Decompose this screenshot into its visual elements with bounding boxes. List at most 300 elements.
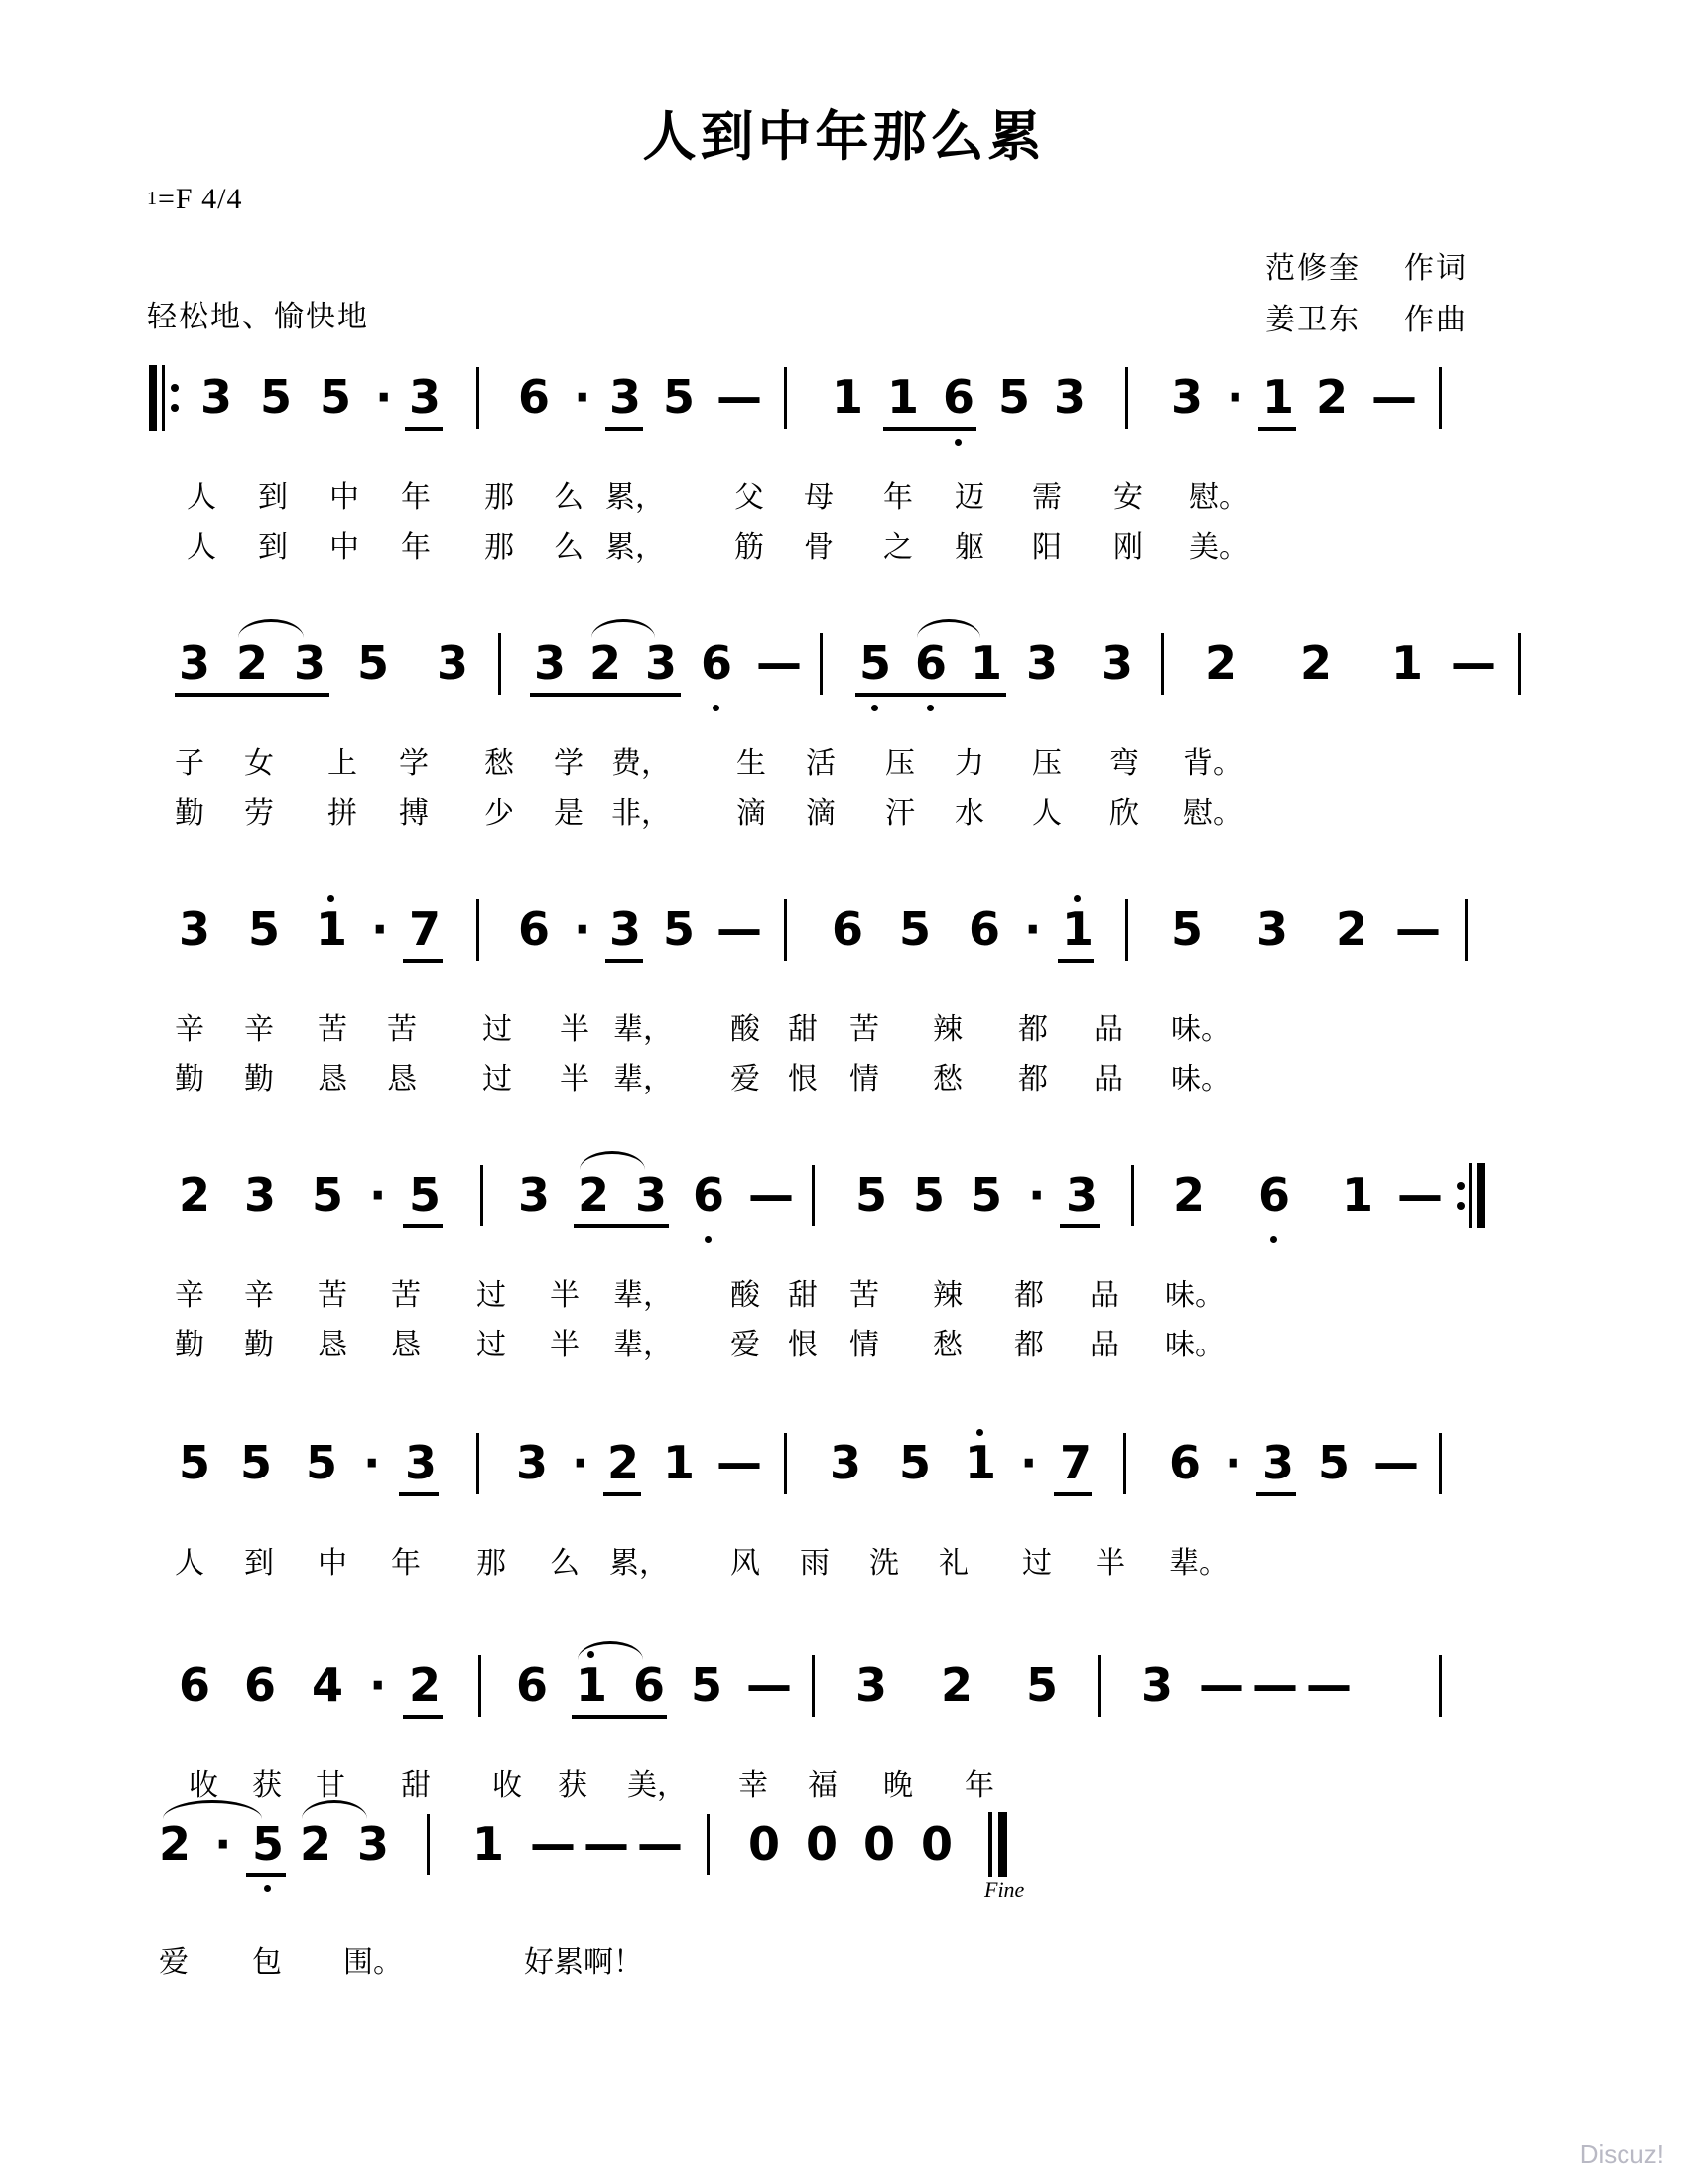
lyric-syllable: 爱 [730,1062,760,1096]
beam-underbar [1256,1492,1296,1496]
barline [1465,899,1468,961]
lyric-syllable: 获 [252,1768,282,1803]
lyric-syllable: 品 [1090,1278,1119,1313]
barline [812,1655,815,1717]
lyric-syllable: 恨 [788,1328,818,1362]
note: 6 [832,902,864,956]
lyric-syllable: 少 [484,796,514,831]
note: 3 [609,902,642,956]
dotted-rhythm-dot: · [369,1658,387,1712]
note: 6 [518,902,551,956]
note: 3 [437,636,469,690]
lyric-syllable: 苦 [849,1012,879,1047]
slur-arc [580,1151,645,1170]
lyric-syllable: 品 [1094,1062,1123,1096]
note: 6 [179,1658,211,1712]
note: 3 [1262,1436,1295,1489]
beam-underbar [605,427,643,431]
lyric-syllable: 欣 [1109,796,1139,831]
lyric-syllable: 甜 [788,1012,818,1047]
lyric-syllable: 慰。 [1183,796,1242,831]
note: 2 [578,1168,610,1221]
beam-underbar [399,1492,439,1496]
note: 2 [1300,636,1333,690]
lyric-syllable: 品 [1094,1012,1123,1047]
lyric-row-1 [149,1943,1538,1989]
note: 2 [236,636,269,690]
note-row [149,1657,1538,1742]
lyric-syllable: 活 [806,746,836,781]
barline [1439,367,1442,429]
dotted-rhythm-dot: · [363,1436,381,1489]
lyric-syllable: 半 [560,1012,589,1047]
lyric-row-1 [149,1544,1538,1590]
lyric-syllable: 力 [955,746,984,781]
lyric-syllable: 雨 [800,1546,830,1581]
low-octave-dot [713,705,719,711]
note: 5 [1318,1436,1351,1489]
slur-arc [578,1641,643,1660]
lyric-syllable: 过 [482,1062,512,1096]
duration-dash: — [716,1436,762,1489]
barline [707,1814,710,1875]
lyric-syllable: 味。 [1165,1328,1225,1362]
lyric-syllable: 情 [849,1062,879,1096]
duration-dash: — [1397,1168,1443,1221]
beam-underbar [603,1492,641,1496]
lyric-row-1 [149,1276,1538,1322]
barline [1125,367,1128,429]
note: 1 [316,902,348,956]
lyric-syllable: 慰。 [1189,480,1248,515]
note: 2 [1336,902,1368,956]
beam-underbar [403,1715,443,1719]
lyric-syllable: 围。 [343,1945,403,1980]
low-octave-dot [264,1885,271,1892]
duration-dash: — [716,370,762,424]
note: 6 [244,1658,277,1712]
lyric-syllable: 好累啊！ [524,1945,643,1980]
note-row [149,901,1538,986]
note: 5 [1026,1658,1059,1712]
lyric-syllable: 安 [1113,480,1143,515]
lyric-syllable: 收 [189,1768,218,1803]
duration-dash: — [748,1168,794,1221]
duration-dash: — [530,1817,576,1870]
lyric-row-2 [149,794,1538,839]
rest-note: 0 [921,1817,954,1870]
note: 3 [645,636,678,690]
lyric-syllable: 品 [1090,1328,1119,1362]
lyric-syllable: 那 [476,1546,506,1581]
lyric-syllable: 美。 [1189,530,1248,565]
barline [1098,1655,1101,1717]
lyric-syllable: 爱 [730,1328,760,1362]
note: 3 [357,1817,390,1870]
lyric-row-2 [149,528,1538,574]
barline [427,1814,430,1875]
note: 5 [691,1658,723,1712]
lyric-syllable: 么 [554,480,584,515]
tempo-mood-marking: 轻松地、愉快地 [147,300,369,334]
lyric-syllable: 母 [804,480,834,515]
beam-underbar [883,427,976,431]
note: 5 [913,1168,946,1221]
lyric-syllable: 勤 [175,796,204,831]
note: 1 [832,370,864,424]
note: 2 [300,1817,332,1870]
lyric-syllable: 那 [484,480,514,515]
lyric-syllable: 到 [258,480,288,515]
lyric-syllable: 辈， [613,1328,673,1362]
beam-underbar [175,693,329,697]
beam-underbar [574,1224,669,1228]
high-octave-dot [976,1429,983,1436]
duration-dash: — [1451,636,1496,690]
lyric-syllable: 半 [550,1328,580,1362]
note: 5 [998,370,1031,424]
lyric-syllable: 情 [849,1328,879,1362]
lyric-syllable: 筋 [734,530,764,565]
lyric-syllable: 刚 [1113,530,1143,565]
duration-dash: — [1373,1436,1419,1489]
note: 3 [294,636,326,690]
dotted-rhythm-dot: · [214,1817,232,1870]
lyric-syllable: 辈， [613,1278,673,1313]
music-system-5 [149,1435,1538,1590]
note: 6 [633,1658,666,1712]
lyric-syllable: 辈， [613,1062,673,1096]
note: 6 [969,902,1001,956]
lyric-syllable: 女 [244,746,274,781]
lyric-syllable: 甜 [401,1768,431,1803]
lyric-syllable: 人 [175,1546,204,1581]
note: 3 [830,1436,862,1489]
lyric-syllable: 味。 [1171,1062,1231,1096]
note: 6 [915,636,948,690]
note: 2 [607,1436,640,1489]
lyric-syllable: 累， [605,480,665,515]
lyric-syllable: 年 [391,1546,421,1581]
lyric-syllable: 那 [484,530,514,565]
low-octave-dot [705,1236,712,1243]
lyric-syllable: 辈， [613,1012,673,1047]
lyric-syllable: 背。 [1183,746,1242,781]
lyric-syllable: 苦 [391,1278,421,1313]
composer-role: 作曲 [1404,303,1468,337]
barline [476,1433,479,1494]
note: 5 [260,370,293,424]
barline [1131,1165,1134,1226]
lyric-syllable: 福 [808,1768,838,1803]
note: 5 [855,1168,888,1221]
low-octave-dot [955,439,962,446]
note: 5 [859,636,892,690]
lyric-syllable: 辛 [244,1278,274,1313]
lyric-syllable: 过 [1022,1546,1052,1581]
rest-note: 0 [806,1817,839,1870]
composer-line [1265,295,1468,346]
lyric-syllable: 滴 [806,796,836,831]
slur-arc [591,619,655,638]
dotted-rhythm-dot: · [1227,370,1244,424]
note: 1 [965,1436,997,1489]
lyric-syllable: 勤 [175,1062,204,1096]
note: 3 [1102,636,1134,690]
lyric-syllable: 么 [554,530,584,565]
note: 3 [1066,1168,1099,1221]
lyric-syllable: 洗 [869,1546,899,1581]
lyric-syllable: 辣 [933,1278,963,1313]
note: 5 [899,902,932,956]
lyric-syllable: 酸 [730,1278,760,1313]
note-row [149,369,1538,454]
lyric-syllable: 人 [187,480,216,515]
barline [1518,633,1521,695]
barline [476,367,479,429]
note: 3 [409,370,442,424]
note: 2 [179,1168,211,1221]
duration-dash: — [716,902,762,956]
dotted-rhythm-dot: · [572,1436,589,1489]
dotted-rhythm-dot: · [574,370,591,424]
note: 6 [516,1658,549,1712]
note: 1 [472,1817,505,1870]
note-row [149,1816,1538,1901]
duration-dash: — [584,1817,629,1870]
lyric-syllable: 中 [329,530,359,565]
lyric-syllable: 恳 [318,1062,347,1096]
note: 1 [1391,636,1424,690]
lyric-syllable: 汗 [885,796,915,831]
lyric-syllable: 辈。 [1169,1546,1229,1581]
lyric-syllable: 愁 [933,1328,963,1362]
beam-underbar [605,959,643,963]
lyric-syllable: 苦 [387,1012,417,1047]
barline [820,633,823,695]
lyric-syllable: 恳 [318,1328,347,1362]
lyric-syllable: 过 [476,1278,506,1313]
lyric-syllable: 苦 [318,1278,347,1313]
lyric-syllable: 勤 [244,1062,274,1096]
lyric-syllable: 搏 [399,796,429,831]
lyric-syllable: 半 [550,1278,580,1313]
dotted-rhythm-dot: · [1028,1168,1046,1221]
lyric-syllable: 恳 [391,1328,421,1362]
lyric-syllable: 阳 [1032,530,1062,565]
duration-dash: — [1306,1658,1352,1712]
note: 5 [409,1168,442,1221]
duration-dash: — [1371,370,1417,424]
note-row [149,1167,1538,1252]
lyric-syllable: 人 [187,530,216,565]
lyric-syllable: 弯 [1109,746,1139,781]
lyric-syllable: 拼 [327,796,357,831]
barline [1125,899,1128,961]
low-octave-dot [871,705,878,711]
note: 6 [701,636,733,690]
lyric-syllable: 子 [175,746,204,781]
note: 3 [516,1436,549,1489]
lyric-syllable: 爱 [159,1945,189,1980]
lyric-syllable: 父 [734,480,764,515]
duration-dash: — [746,1658,792,1712]
note: 3 [518,1168,551,1221]
note: 2 [159,1817,192,1870]
rest-note: 0 [863,1817,896,1870]
rest-note: 0 [748,1817,781,1870]
lyric-syllable: 滴 [736,796,766,831]
lyric-syllable: 人 [1032,796,1062,831]
lyric-syllable: 躯 [955,530,984,565]
note: 6 [943,370,975,424]
lyric-syllable: 水 [955,796,984,831]
music-system-7 [149,1816,1538,1989]
barline [476,899,479,961]
barline [812,1165,815,1226]
note: 3 [405,1436,438,1489]
dotted-rhythm-dot: · [369,1168,387,1221]
note: 3 [1026,636,1059,690]
lyric-syllable: 非， [611,796,671,831]
note: 1 [1262,370,1295,424]
note-row [149,1435,1538,1520]
slur-arc [238,619,304,638]
low-octave-dot [1270,1236,1277,1243]
lyricist-role: 作词 [1404,251,1468,286]
note: 3 [1171,370,1204,424]
lyric-syllable: 中 [318,1546,347,1581]
dotted-rhythm-dot: · [1225,1436,1242,1489]
beam-underbar [403,1224,443,1228]
lyric-syllable: 中 [329,480,359,515]
note: 1 [1062,902,1095,956]
lyric-syllable: 骨 [804,530,834,565]
note: 3 [1256,902,1289,956]
lyric-syllable: 么 [550,1546,580,1581]
lyric-syllable: 恳 [387,1062,417,1096]
lyric-syllable: 迈 [955,480,984,515]
note: 3 [635,1168,668,1221]
dotted-rhythm-dot: · [574,902,591,956]
lyric-syllable: 味。 [1171,1012,1231,1047]
duration-dash: — [756,636,802,690]
lyric-syllable: 幸 [738,1768,768,1803]
lyric-row-1 [149,1010,1538,1056]
note: 5 [357,636,390,690]
lyric-syllable: 包 [252,1945,282,1980]
note: 6 [693,1168,725,1221]
note: 3 [179,902,211,956]
note: 2 [1173,1168,1206,1221]
dotted-rhythm-dot: · [371,902,389,956]
lyric-syllable: 需 [1032,480,1062,515]
note: 1 [971,636,1003,690]
watermark: Discuz! [1579,2139,1664,2169]
lyric-syllable: 甘 [316,1768,345,1803]
note: 7 [1060,1436,1093,1489]
lyric-syllable: 累， [609,1546,669,1581]
lyric-syllable: 上 [327,746,357,781]
lyric-syllable: 是 [554,796,584,831]
beam-underbar [246,1873,286,1877]
lyric-syllable: 苦 [849,1278,879,1313]
note: 7 [409,902,442,956]
lyric-syllable: 半 [560,1062,589,1096]
note: 2 [1205,636,1237,690]
beam-underbar [1060,1224,1100,1228]
lyric-syllable: 恨 [788,1062,818,1096]
note: 5 [1171,902,1204,956]
lyric-syllable: 勤 [175,1328,204,1362]
slur-arc [917,619,980,638]
beam-underbar [1054,1492,1092,1496]
note: 3 [855,1658,888,1712]
barline [1439,1433,1442,1494]
lyric-syllable: 甜 [788,1278,818,1313]
composer-name: 姜卫东 [1265,303,1361,337]
lyric-syllable: 年 [883,480,913,515]
lyric-syllable: 学 [399,746,429,781]
lyric-syllable: 年 [965,1768,994,1803]
lyric-syllable: 酸 [730,1012,760,1047]
lyric-syllable: 愁 [933,1062,963,1096]
note: 5 [663,902,696,956]
note: 5 [320,370,352,424]
lyric-syllable: 勤 [244,1328,274,1362]
barline [1439,1655,1442,1717]
beam-underbar [403,959,443,963]
lyric-syllable: 辣 [933,1012,963,1047]
duration-dash: — [637,1817,683,1870]
lyric-syllable: 累， [605,530,665,565]
page-title: 人到中年那么累 [642,105,1046,168]
note: 6 [1169,1436,1202,1489]
lyric-syllable: 苦 [318,1012,347,1047]
low-octave-dot [927,705,934,711]
lyric-syllable: 都 [1018,1062,1048,1096]
lyric-syllable: 到 [258,530,288,565]
note: 5 [248,902,281,956]
barline [784,899,787,961]
lyricist-line [1265,243,1468,295]
note: 6 [518,370,551,424]
note: 1 [576,1658,608,1712]
beam-underbar [1258,427,1296,431]
lyric-syllable: 过 [476,1328,506,1362]
note: 4 [312,1658,344,1712]
note: 3 [609,370,642,424]
note: 2 [589,636,622,690]
lyricist-name: 范修奎 [1265,251,1361,286]
music-system-1 [149,369,1538,574]
note: 1 [663,1436,696,1489]
dotted-rhythm-dot: · [1020,1436,1038,1489]
beam-underbar [530,693,681,697]
lyric-syllable: 愁 [484,746,514,781]
duration-dash: — [1395,902,1441,956]
note: 3 [200,370,233,424]
note: 1 [887,370,920,424]
dotted-rhythm-dot: · [375,370,393,424]
note: 5 [312,1168,344,1221]
lyric-syllable: 收 [492,1768,522,1803]
lyric-row-1 [149,478,1538,524]
lyric-syllable: 美， [627,1768,687,1803]
note: 5 [663,370,696,424]
lyric-syllable: 年 [401,480,431,515]
note: 5 [179,1436,211,1489]
